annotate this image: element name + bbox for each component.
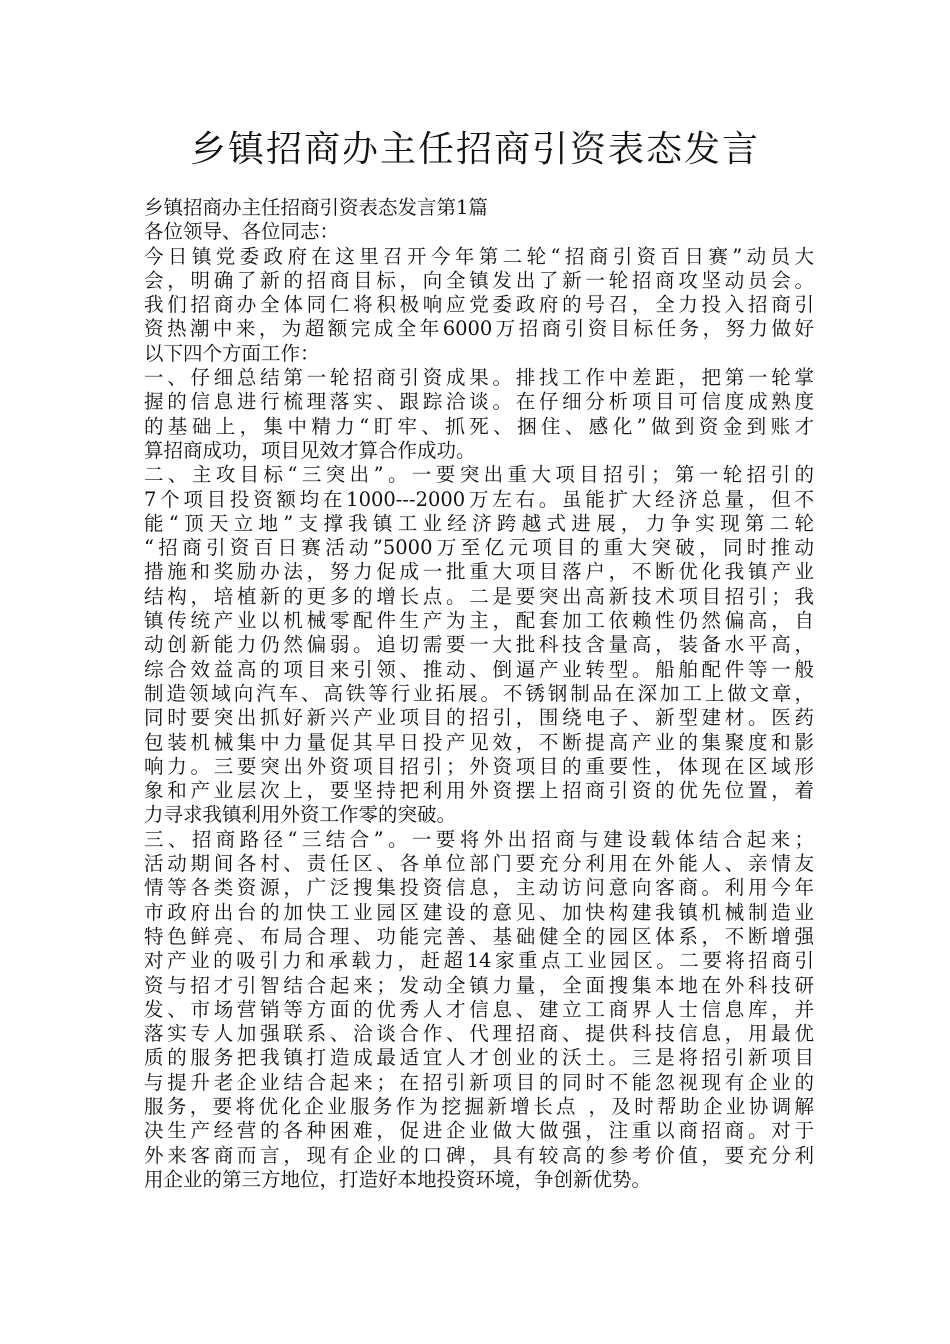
document-body [144, 196, 814, 1192]
body-text-line: 制造领域向汽车、高铁等行业拓展。不锈钢制品在深加工上做文章， [144, 681, 814, 705]
body-text-line: 象和产业层次上，要坚持把利用外资摆上招商引资的优先位置，着 [144, 779, 814, 803]
body-text-line: 乡镇招商办主任招商引资表态发言第1篇 [144, 196, 488, 219]
body-text-line: 外来客商而言，现有企业的口碑，具有较高的参考价值，要充分利 [144, 1143, 814, 1167]
body-text-line: 发、市场营销等方面的优秀人才信息、建立工商界人士信息库，并 [144, 997, 814, 1021]
body-text-line: 各位领导、各位同志： [144, 220, 340, 244]
body-text-line: 情等各类资源，广泛搜集投资信息，主动访问意向客商。利用今年 [144, 876, 814, 900]
body-text-line: 一、仔细总结第一轮招商引资成果。排找工作中差距，把第一轮掌 [144, 366, 814, 390]
body-text-line: 用企业的第三方地位，打造好本地投资环境，争创新优势。 [144, 1167, 652, 1191]
body-text-line: 对产业的吸引力和承载力，赶超14家重点工业园区。二要将招商引 [144, 949, 814, 973]
body-text-line: 的基础上，集中精力“盯牢、抓死、捆住、感化”做到资金到账才 [144, 414, 814, 438]
body-text-line: 活动期间各村、责任区、各单位部门要充分利用在外能人、亲情友 [144, 852, 814, 876]
body-text-line: 7个项目投资额均在1000---2000万左右。虽能扩大经济总量，但不 [144, 487, 814, 511]
body-text-line: 特色鲜亮、布局合理、功能完善、基础健全的园区体系，不断增强 [144, 924, 814, 948]
body-text-line: 资与招才引智结合起来；发动全镇力量，全面搜集本地在外科技研 [144, 973, 814, 997]
body-text-line: 响力。三要突出外资项目招引；外资项目的重要性，体现在区域形 [144, 754, 814, 778]
body-text-line: 能“顶天立地”支撑我镇工业经济跨越式进展，力争实现第二轮 [144, 511, 814, 535]
body-text-line: “招商引资百日赛活动”5000万至亿元项目的重大突破，同时推动 [144, 536, 814, 560]
body-text-line: 综合效益高的项目来引领、推动、倒逼产业转型。船舶配件等一般 [144, 657, 814, 681]
body-text-line: 今日镇党委政府在这里召开今年第二轮“招商引资百日赛”动员大 [144, 244, 814, 268]
document-title: 乡镇招商办主任招商引资表态发言 [189, 129, 760, 170]
body-text-line: 以下四个方面工作： [144, 341, 320, 365]
body-text-line: 与提升老企业结合起来；在招引新项目的同时不能忽视现有企业的 [144, 1070, 814, 1094]
body-text-line: 措施和奖励办法，努力促成一批重大项目落户，不断优化我镇产业 [144, 560, 814, 584]
body-text-line: 算招商成功，项目见效才算合作成功。 [144, 438, 476, 462]
body-text-line: 结构，培植新的更多的增长点。二是要突出高新技术项目招引；我 [144, 584, 814, 608]
body-text-line: 力寻求我镇利用外资工作零的突破。 [144, 803, 457, 827]
body-text-line: 镇传统产业以机械零配件生产为主，配套加工依赖性仍然偏高，自 [144, 609, 814, 633]
body-text-line: 同时要突出抓好新兴产业项目的招引，围绕电子、新型建材。医药 [144, 706, 814, 730]
body-text-line: 市政府出台的加快工业园区建设的意见、加快构建我镇机械制造业 [144, 900, 814, 924]
body-text-line: 握的信息进行梳理落实、跟踪洽谈。在仔细分析项目可信度成熟度 [144, 390, 814, 414]
body-text-line: 资热潮中来，为超额完成全年6000万招商引资目标任务，努力做好 [144, 317, 814, 341]
body-text-line: 质的服务把我镇打造成最适宜人才创业的沃土。三是将招引新项目 [144, 1046, 814, 1070]
body-text-line: 服务，要将优化企业服务作为挖掘新增长点 ，及时帮助企业协调解 [144, 1094, 814, 1118]
body-text-line: 二、主攻目标“三突出”。一要突出重大项目招引；第一轮招引的 [144, 463, 814, 487]
body-text-line: 落实专人加强联系、洽谈合作、代理招商、提供科技信息，用最优 [144, 1022, 814, 1046]
body-text-line: 包装机械集中力量促其早日投产见效，不断提高产业的集聚度和影 [144, 730, 814, 754]
body-text-line: 我们招商办全体同仁将积极响应党委政府的号召，全力投入招商引 [144, 293, 814, 317]
body-text-line: 动创新能力仍然偏弱。追切需要一大批科技含量高，装备水平高， [144, 633, 814, 657]
body-text-line: 三、招商路径“三结合”。一要将外出招商与建设载体结合起来； [144, 827, 814, 851]
body-text-line: 决生产经营的各种困难，促进企业做大做强，注重以商招商。对于 [144, 1119, 814, 1143]
body-text-line: 会，明确了新的招商目标，向全镇发出了新一轮招商攻坚动员会。 [144, 268, 814, 292]
